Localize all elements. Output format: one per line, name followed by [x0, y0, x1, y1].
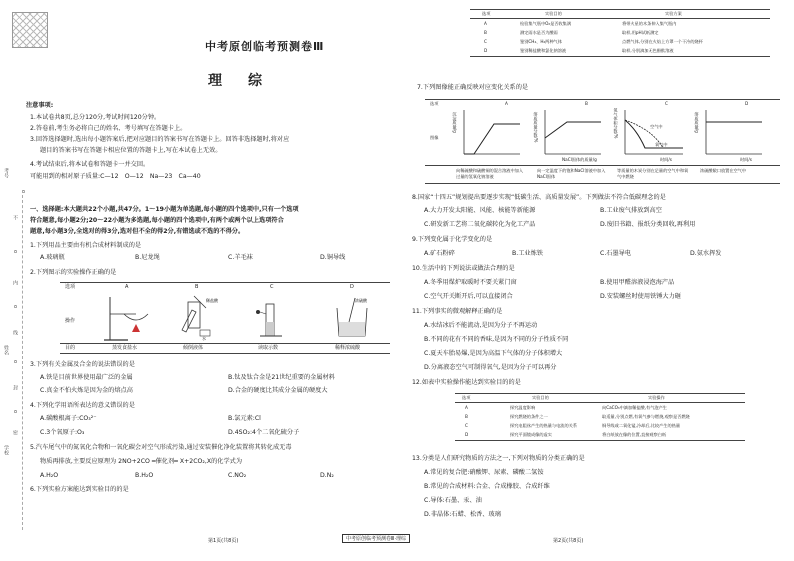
q2-figure-a [100, 292, 160, 342]
q2-purpose-label: 目的 [65, 345, 76, 351]
side-dotted-6: 线 [12, 330, 18, 335]
q7-table-bottom-rule [425, 183, 780, 184]
q7-a-ylabel: 沉淀质量/g [452, 112, 458, 133]
q2-purpose-d: 稀释浓硫酸 [335, 345, 361, 351]
side-dotted-5: o [12, 305, 18, 309]
svg-text:水: 水 [202, 336, 206, 341]
footer-left: 第1页(共8页) [208, 538, 239, 544]
q6-stem: 6.下列实验方案能达到实验目的的是 [30, 486, 129, 493]
side-dotted-4: 内 [12, 280, 18, 285]
footer-middle: 中考原创临考预测卷Ⅲ·理综 [342, 534, 410, 543]
q9-opt-c: C.石墨导电 [600, 250, 632, 257]
q3-opt-d: D.合金的硬度比其成分金属的硬度大 [228, 387, 328, 394]
q1-opt-c: C.羊毛袜 [228, 254, 253, 261]
q7-desc-a: 向稀硫酸和硫酸铜的混合溶液中加入过量的氢氧化钠溶液 [456, 168, 524, 179]
q11-opt-a: A.水结冰后不能流动,是因为分子不再运动 [424, 322, 538, 329]
q6-head-1: 实验目的 [545, 11, 562, 16]
side-dotted-2: 不 [12, 215, 18, 220]
page-title: 中考原创临考预测卷Ⅲ [205, 40, 325, 53]
q5-opt-b: B.H₂O [135, 472, 154, 479]
q9-opt-d: D.氨水挥发 [690, 250, 722, 257]
q4-opt-d: D.4SO₂:4个二氧化硫分子 [228, 429, 300, 436]
q6-row-b-purpose: 测定雨水是否为酸雨 [520, 30, 558, 35]
side-dotted-7: o [12, 360, 18, 364]
section-title: 一、选择题:本大题共22个小题,共47分。1～19小题为单选题,每小题的四个选项中,只有一个选项 [30, 206, 299, 213]
q9-opt-a: A.矿石粉碎 [424, 250, 455, 257]
q7-head-a: A [505, 101, 508, 106]
q7-graph-d [704, 108, 764, 158]
svg-text:浓硫酸: 浓硫酸 [355, 298, 367, 303]
q7-row-graph-label: 图像 [430, 135, 439, 140]
q13-stem: 13.分类是人们研究物质的方法之一,下列对物质的分类正确的是 [412, 455, 585, 462]
q1-opt-d: D.铜导线 [320, 254, 346, 261]
q12-row-b-op: 取适量,分别点燃,有氧气参与燃烧,观察是否燃烧 [602, 414, 690, 419]
side-label-examno: 考号 [3, 168, 9, 178]
q6-head-2: 实验方案 [665, 11, 682, 16]
section-line-2: 题意,每小题3分,全选对的得3分,选对但不全的得2分,有错选或不选的不得分。 [30, 228, 245, 235]
q1-opt-a: A.玻璃瓶 [40, 254, 65, 261]
note-1: 1.本试卷共8页,总分120分,考试时间120分钟。 [30, 114, 161, 121]
q10-opt-c: C.空气开关断开后,可以直接闭合 [424, 293, 513, 300]
q5-opt-a: A.H₂O [40, 472, 59, 479]
side-dotted-3: o [12, 250, 18, 254]
q12-head-1: 实验目的 [532, 395, 549, 400]
q12-row-b-purpose: 探究燃烧的条件之一 [510, 414, 548, 419]
q6-row-a-plan: 将带火星的木条伸入集气瓶内 [622, 21, 677, 26]
q6-row-b-plan: 取样,用pH试纸测定 [622, 30, 659, 35]
q11-opt-c: C.夏天车胎易爆,是因为高温下气体的分子体积增大 [424, 350, 563, 357]
q2-row-operation: 操作 [65, 318, 76, 324]
q5-stem-2: 物质再排放,主要反应原理为 2NO+2CO ═催化剂═ X+2CO₂,X的化学式为 [40, 458, 243, 465]
q7-desc-d: 浓硫酸敞口放置在空气中 [700, 168, 747, 173]
q6-row-b-key: B [484, 30, 487, 35]
q12-row-d-op: 将白纸放在像的位置,直接观察白纸 [602, 432, 667, 437]
q12-row-a-purpose: 探究温度影响 [510, 405, 536, 410]
note-3b: 题目的答案书写在答题卡相应位置的答题卡上,写在本试卷上无效。 [40, 147, 222, 154]
q6-table-head-rule [470, 18, 770, 19]
q12-head-2: 实验操作 [648, 395, 665, 400]
q7-b-ylabel: 溶质质量分数/% [533, 112, 539, 143]
q3-opt-a: A.铁是目前世界使用最广泛的金属 [40, 374, 133, 381]
q2-head-b: B [195, 284, 199, 290]
q10-opt-a: A.冬季用煤炉取暖时不要关紧门窗 [424, 279, 517, 286]
q12-row-b-key: B [465, 414, 468, 419]
q13-opt-d: D.非晶体:石蜡、松香、玻璃 [424, 511, 501, 518]
q7-c-xlabel: 时间/s [660, 157, 672, 162]
q6-row-d-key: D [484, 48, 488, 53]
q2-table-bottom-rule [60, 353, 390, 354]
q1-opt-b: B.尼龙绳 [135, 254, 160, 261]
q7-head-c: C [665, 101, 668, 106]
q1-stem: 1.下列用品主要由有机合成材料制成的是 [30, 242, 142, 249]
q2-table-mid-rule [60, 343, 390, 344]
q6-row-c-key: C [484, 39, 487, 44]
q9-stem: 9.下列变化属于化学变化的是 [412, 236, 493, 243]
q4-opt-b: B.氯元素:Cl [228, 415, 261, 422]
q12-head-0: 选项 [462, 395, 471, 400]
q6-row-c-purpose: 鉴别CH₄、H₂两种气体 [520, 39, 562, 44]
side-dotted-9: o [12, 410, 18, 414]
svg-text:稀盐酸: 稀盐酸 [206, 298, 218, 303]
q13-opt-a: A.常见的复合肥:硝酸钾、尿素、磷酸二氢铵 [424, 469, 544, 476]
note-3: 3.回答选择题时,选出每小题答案后,把对应题目的答案书写在答题卡上。回答非选择题时,将对应 [30, 136, 290, 143]
q7-d-ylabel: 溶质质量/g [694, 112, 700, 133]
q2-head-d: D [350, 284, 354, 290]
q6-table-bottom-rule [470, 56, 770, 57]
q12-row-d-key: D [465, 432, 469, 437]
q4-opt-a: A.碳酸根离子:CO₃²⁻ [40, 415, 97, 422]
footer-right: 第2页(共8页) [553, 538, 584, 544]
q7-graph-c [623, 108, 685, 158]
q8-opt-c: C.研发新工艺将二氧化碳转化为化工产品 [424, 221, 536, 228]
page-subject: 理 综 [208, 73, 268, 89]
q4-stem: 4.下列化学用语所表达的意义错误的是 [30, 402, 135, 409]
q6-row-a-key: A [484, 21, 487, 26]
q2-head-a: A [125, 284, 129, 290]
q12-row-d-purpose: 探究平面镜成像的虚实 [510, 432, 552, 437]
note-2: 2.答卷前,考生务必将自己的姓名、考号填写在答题卡上。 [30, 125, 187, 132]
q5-opt-d: D.N₂ [320, 472, 334, 479]
q12-row-a-op: 向CaCO₃中滴加稀盐酸,有气泡产生 [602, 405, 667, 410]
q12-row-a-key: A [465, 405, 468, 410]
q6-head-0: 选项 [482, 11, 491, 16]
q7-graph-b [543, 108, 603, 158]
q11-opt-b: B.不同的花有不同的香味,是因为不同的分子性质不同 [424, 336, 569, 343]
q2-head-0: 选项 [65, 284, 76, 290]
q8-stem: 8.国家“十四五”规划提出要逐步实现“低碳生活、高质量发展”。下列做法不符合低碳理念的是 [412, 194, 666, 201]
q2-purpose-a: 蒸发食盐水 [112, 345, 138, 351]
q8-opt-a: A.大力开发太阳能、风能、核能等新能源 [424, 207, 536, 214]
q6-table-top-rule [470, 9, 770, 10]
q8-opt-b: B.工业废气排放到高空 [600, 207, 662, 214]
q12-row-c-key: C [465, 423, 468, 428]
q7-desc-c: 等质量的木炭分别在足量的空气中和氧气中燃烧 [617, 168, 689, 179]
q6-row-a-purpose: 检验集气瓶中O₂是否收集满 [520, 21, 572, 26]
q12-table-bottom-rule [455, 440, 745, 441]
side-dotted-10: 密 [12, 430, 18, 435]
notes-title: 注意事项: [26, 102, 54, 109]
q7-table-mid-rule [425, 165, 780, 166]
q13-opt-b: B.常见的合成材料:合金、合成橡胶、合成纤维 [424, 483, 550, 490]
note-4: 4.考试结束后,将本试卷和答题卡一并交回。 [30, 161, 150, 168]
q3-stem: 3.下列有关金属及合金的说法错误的是 [30, 361, 135, 368]
q12-table-top-rule [455, 393, 745, 394]
q9-opt-b: B.工业炼铁 [512, 250, 543, 257]
q10-stem: 10.生活中的下列说法或做法合理的是 [412, 265, 515, 272]
section-line-1: 符合题意,每小题2分;20～22小题为多选题,每小题的四个选项中,有两个或两个以上选项符合 [30, 217, 284, 224]
q7-b-xlabel: NaCl固体的质量/g [562, 157, 597, 162]
q3-opt-c: C.真金不怕火炼是因为金的熔点高 [40, 387, 133, 394]
q6-row-d-purpose: 鉴别稀盐酸和氯化钠溶液 [520, 48, 567, 53]
q2-figure-b [170, 292, 230, 342]
q10-opt-d: D.安装螺丝时使用铁锤大力砸 [600, 293, 681, 300]
q12-stem: 12.如表中实验操作能达到实验目的的是 [412, 379, 521, 386]
q7-c-curve-oxygen: 氧气中 [655, 142, 668, 147]
q2-purpose-b: 倾倒液体 [183, 345, 204, 351]
q2-figure-d [325, 292, 385, 342]
side-label-school: 学校 [3, 445, 9, 455]
note-5: 可能用到的相对原子质量:C—12 O—12 Na—23 Ca—40 [30, 173, 201, 180]
q4-opt-c: C.3个氧原子:O₃ [40, 429, 85, 436]
q2-stem: 2.下列图示的实验操作正确的是 [30, 269, 117, 276]
q7-c-ylabel: 氧气体积分数/% [613, 108, 619, 139]
q7-stem: 7.下列图像能正确反映对应变化关系的是 [417, 84, 529, 91]
q2-table-top-rule [60, 282, 390, 283]
q7-head-d: D [745, 101, 749, 106]
q7-head-b: B [585, 101, 588, 106]
corner-logo [12, 12, 48, 48]
q2-purpose-c: 读取示数 [258, 345, 279, 351]
q11-stem: 11.下列事实的微观解释正确的是 [412, 308, 503, 315]
q3-opt-b: B.钛及钛合金是21世纪重要的金属材料 [228, 374, 335, 381]
q6-row-d-plan: 取样,分别滴加无色酚酞溶液 [622, 48, 674, 53]
q8-opt-d: D.废旧书籍、报纸分类回收,再利用 [600, 221, 696, 228]
side-dotted-1: o [20, 190, 26, 194]
q7-head-0: 选项 [430, 101, 439, 106]
q12-row-c-purpose: 探究电阻丝产生的热量与电流的关系 [510, 423, 578, 428]
q7-graph-a [462, 108, 522, 158]
q12-row-c-op: 铜导线或二氧化锰,冷却后,比较产生的热量 [602, 423, 681, 428]
side-dotted-8: 封 [12, 385, 18, 390]
q5-stem-1: 5.汽车尾气中的氮氧化合物和一氧化碳会对空气形成污染,通过安装催化净化装置将其转化成无毒 [30, 444, 292, 451]
q11-opt-d: D.分离液态空气可制得氧气,是因为分子可以再分 [424, 364, 557, 371]
q10-opt-b: B.使用甲醛溶液浸泡海产品 [600, 279, 675, 286]
q12-table-head-rule [455, 402, 745, 403]
binding-line [22, 190, 23, 530]
q13-opt-c: C.导体:石墨、汞、油 [424, 497, 482, 504]
q2-head-c: C [270, 284, 274, 290]
q7-d-xlabel: 时间/s [740, 157, 752, 162]
q7-desc-b: 向一定温度下的饱和NaCl溶液中加入NaCl固体 [537, 168, 606, 179]
side-label-name: 姓名 [3, 345, 9, 355]
q6-row-c-plan: 点燃气体,分别在火焰上方罩一个干冷的烧杯 [622, 39, 703, 44]
q7-c-curve-air: 空气中 [650, 124, 663, 129]
q2-figure-c [248, 292, 308, 342]
q5-opt-c: C.NO₂ [228, 472, 247, 479]
q7-table-top-rule [425, 99, 780, 100]
